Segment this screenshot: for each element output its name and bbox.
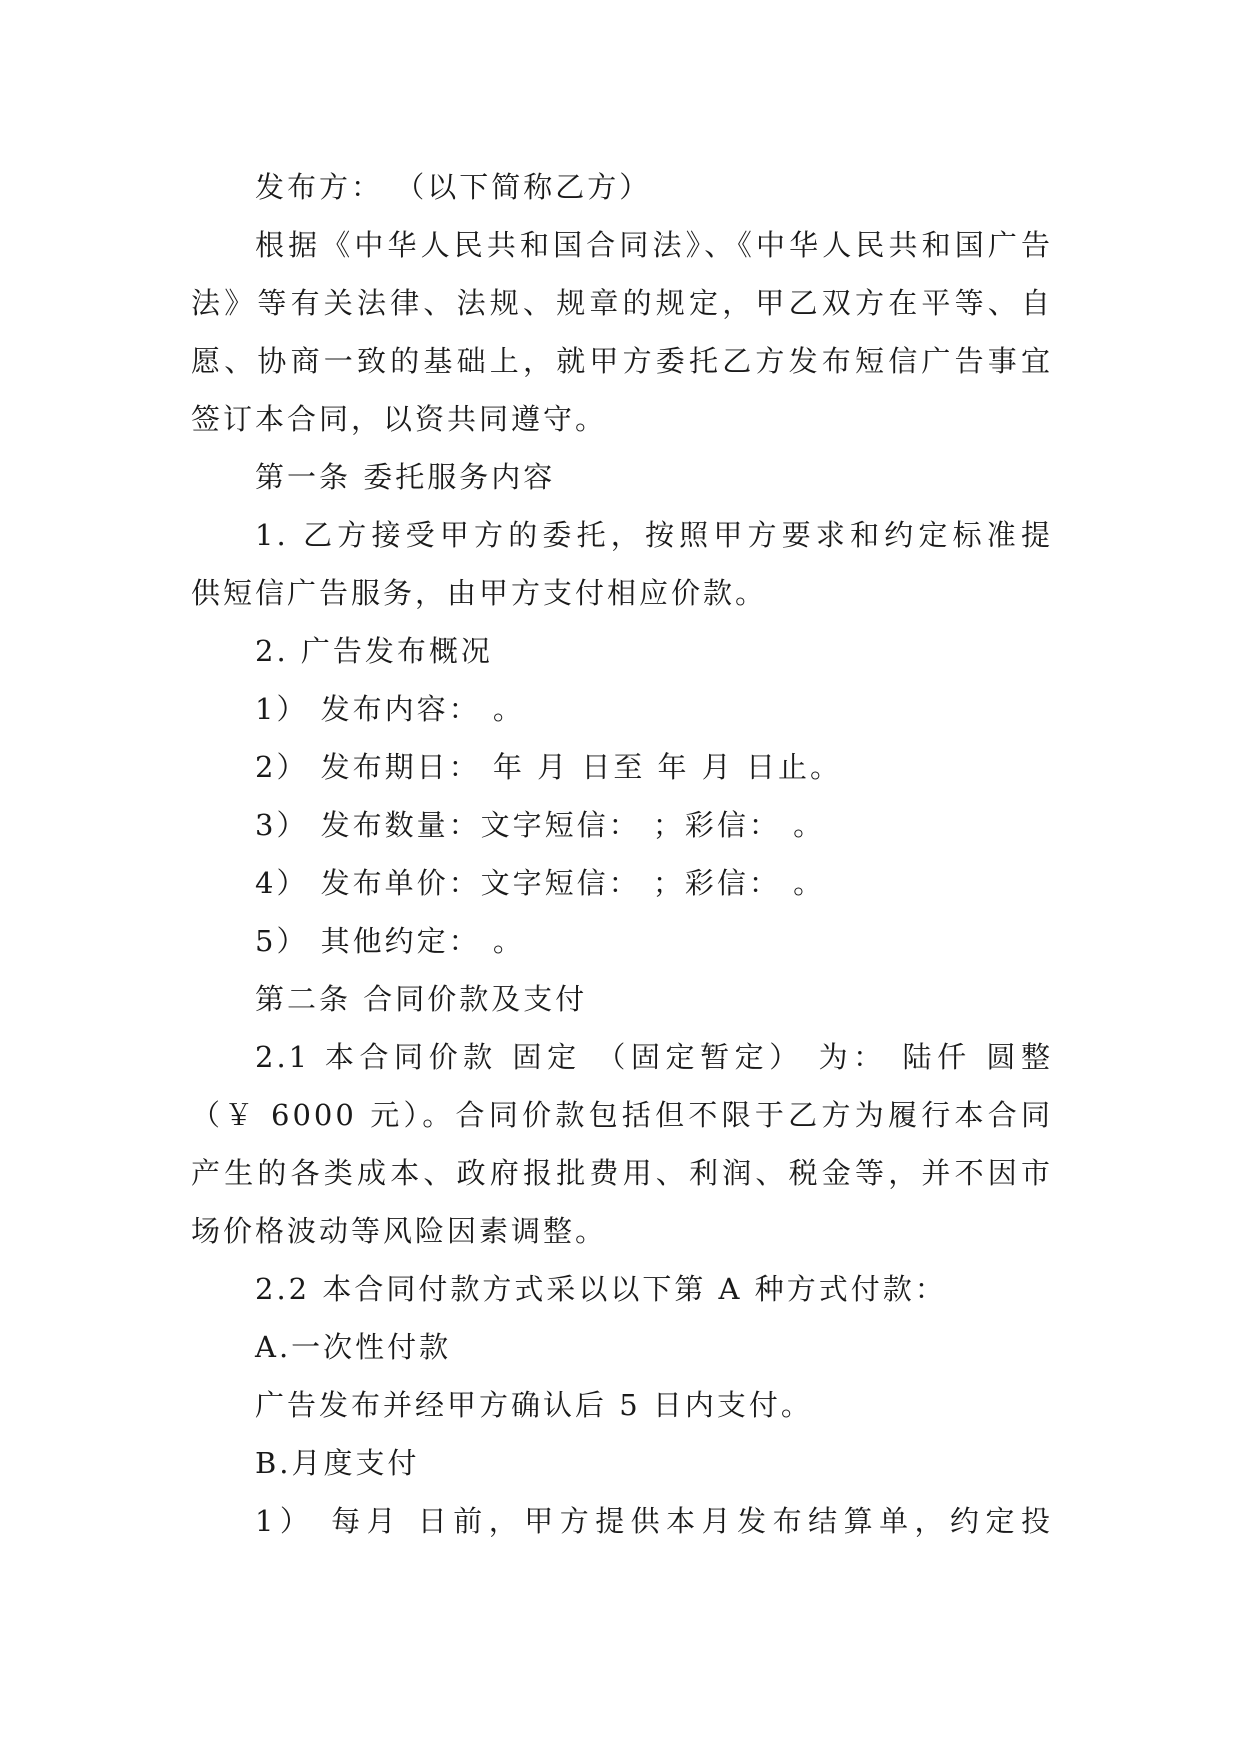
- clause-2-1-line-1: 2.1 本合同价款 固定 （固定暂定） 为： 陆仟 圆整: [255, 1040, 1053, 1074]
- item-publish-quantity: 3） 发布数量：文字短信： ；彩信： 。: [255, 808, 826, 842]
- article-1-heading: 第一条 委托服务内容: [255, 460, 556, 494]
- option-a-heading: A.一次性付款: [255, 1330, 452, 1364]
- clause-2-1-line-2: （￥ 6000 元）。合同价款包括但不限于乙方为履行本合同: [191, 1098, 1053, 1132]
- item-other-terms: 5） 其他约定： 。: [255, 924, 525, 958]
- clause-2-heading: 2. 广告发布概况: [255, 634, 493, 668]
- option-b-item-1: 1） 每月 日前，甲方提供本月发布结算单，约定投: [255, 1504, 1053, 1538]
- publisher-line: 发布方： （以下简称乙方）: [255, 170, 652, 204]
- clause-2-1-line-3: 产生的各类成本、政府报批费用、利润、税金等，并不因市: [191, 1156, 1053, 1190]
- item-unit-price: 4） 发布单价：文字短信： ；彩信： 。: [255, 866, 826, 900]
- basis-paragraph-line-2: 法》等有关法律、法规、规章的规定，甲乙双方在平等、自: [191, 286, 1053, 320]
- item-publish-period: 2） 发布期日： 年 月 日至 年 月 日止。: [255, 750, 842, 784]
- item-publish-content: 1） 发布内容： 。: [255, 692, 525, 726]
- option-a-text: 广告发布并经甲方确认后 5 日内支付。: [255, 1388, 813, 1422]
- basis-paragraph-line-4: 签订本合同，以资共同遵守。: [191, 402, 608, 436]
- basis-paragraph-line-1: 根据《中华人民共和国合同法》、《中华人民共和国广告: [255, 228, 1053, 262]
- article-2-heading: 第二条 合同价款及支付: [255, 982, 588, 1016]
- clause-1-line-1: 1. 乙方接受甲方的委托，按照甲方要求和约定标准提: [255, 518, 1053, 552]
- option-b-heading: B.月度支付: [255, 1446, 420, 1480]
- basis-paragraph-line-3: 愿、协商一致的基础上，就甲方委托乙方发布短信广告事宜: [191, 344, 1053, 378]
- clause-2-2: 2.2 本合同付款方式采以以下第 A 种方式付款：: [255, 1272, 947, 1306]
- clause-2-1-line-4: 场价格波动等风险因素调整。: [191, 1214, 608, 1248]
- clause-1-line-2: 供短信广告服务，由甲方支付相应价款。: [191, 576, 768, 610]
